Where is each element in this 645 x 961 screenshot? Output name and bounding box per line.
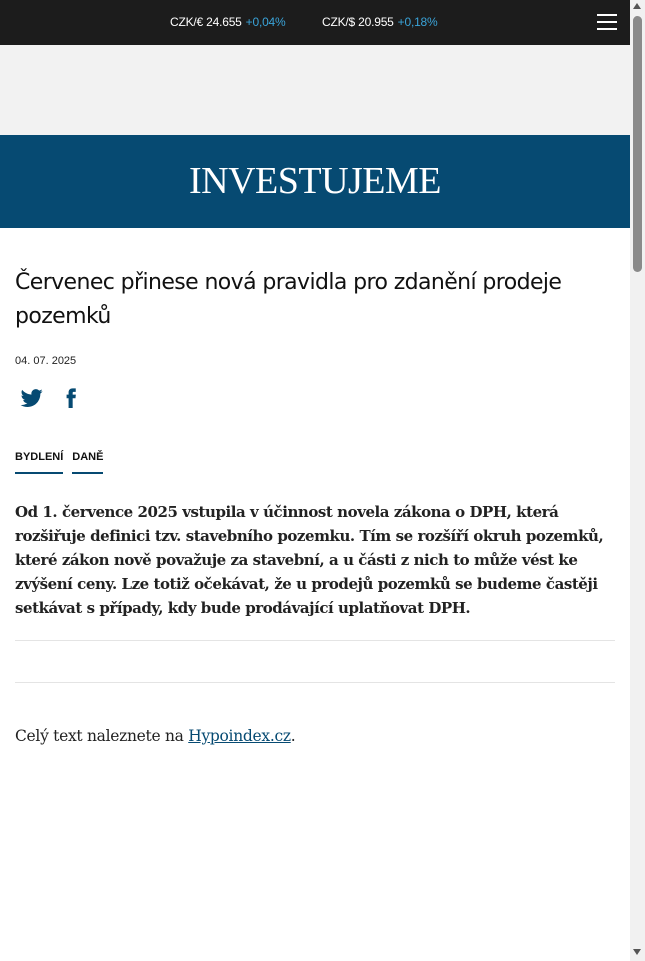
tag-dane[interactable]: DANĚ	[72, 451, 103, 474]
scroll-down-arrow-icon[interactable]	[633, 949, 641, 955]
rate-usd	[322, 15, 438, 29]
source-prefix: Celý text naleznete na	[15, 727, 189, 745]
facebook-icon[interactable]	[61, 387, 87, 411]
tag-list	[15, 447, 112, 474]
rate-eur-change: +0,04%	[245, 15, 286, 29]
rate-usd-change: +0,18%	[397, 15, 438, 29]
scroll-up-arrow-icon[interactable]	[633, 3, 641, 9]
article-title: Červenec přinese nová pravidla pro zdanění prodeje pozemků	[15, 270, 562, 329]
ad-placeholder	[0, 45, 630, 135]
divider	[15, 640, 615, 641]
site-logo[interactable]: INVESTUJEME	[188, 160, 442, 202]
twitter-icon[interactable]	[20, 387, 46, 411]
source-note	[15, 724, 295, 748]
article-date: 04. 07. 2025	[15, 355, 77, 367]
scrollbar-thumb[interactable]	[633, 16, 642, 272]
hamburger-menu-icon[interactable]	[597, 14, 617, 30]
rate-usd-value: CZK/$ 20.955	[322, 15, 394, 29]
top-bar	[0, 0, 630, 45]
rate-eur	[170, 15, 286, 29]
source-link[interactable]: Hypoindex.cz	[188, 727, 291, 745]
article-perex: Od 1. července 2025 vstupila v účinnost novela zákona o DPH, která rozšiřuje definici tzv. stavebního pozemku. Tím se rozšíří okruh pozemků, které zákon nově považuje za stavební, a u části z nich to může vést ke zvýšení ceny. Lze totiž očekávat, že u prodejů pozemků se budeme častěji setkávat s případy, kdy bude prodávající uplatňovat DPH.	[15, 503, 604, 617]
divider	[15, 682, 615, 683]
rate-eur-value: CZK/€ 24.655	[170, 15, 242, 29]
tag-bydleni[interactable]: BYDLENÍ	[15, 451, 63, 474]
source-suffix: .	[290, 727, 296, 745]
